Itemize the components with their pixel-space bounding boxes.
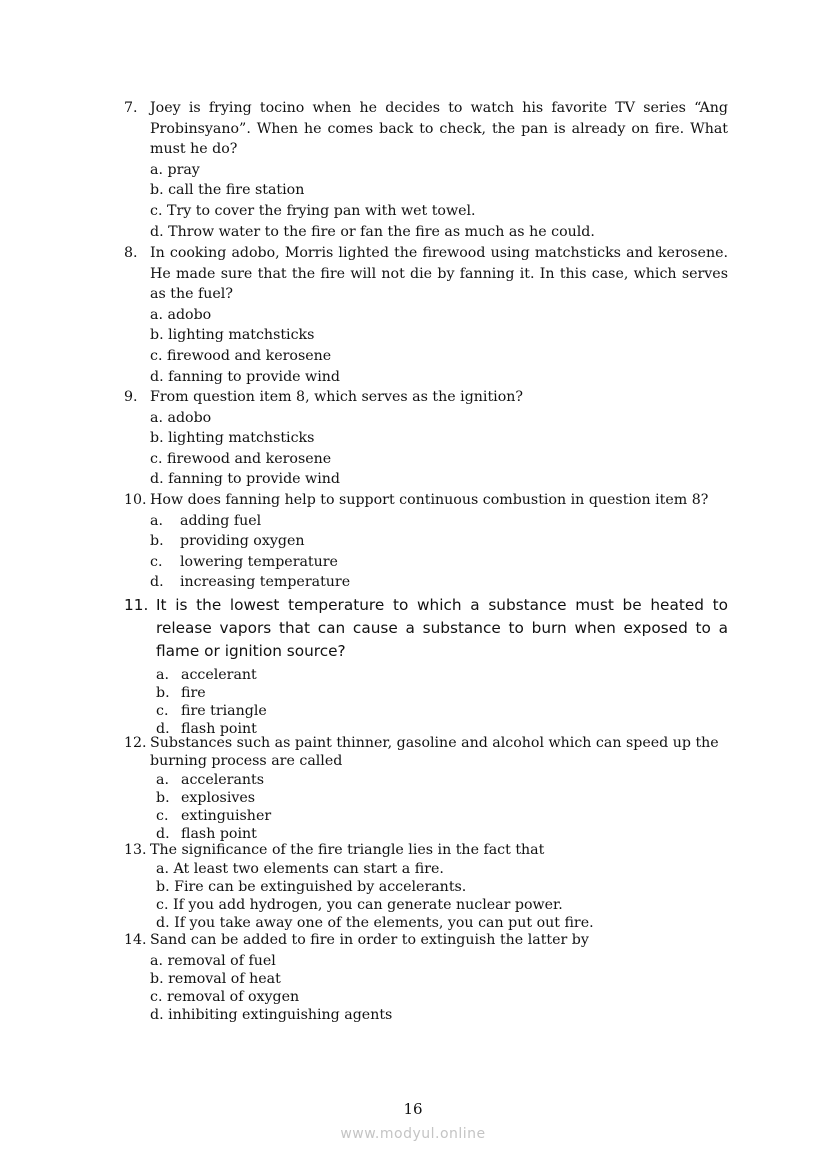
- option-a: a. removal of fuel: [150, 953, 276, 969]
- option-b: b. lighting matchsticks: [150, 327, 315, 344]
- option-c: c. extinguisher: [156, 807, 272, 824]
- watermark-text: www.modyul.online: [340, 1126, 486, 1142]
- option-d: d. inhibiting extinguishing agents: [150, 1007, 393, 1023]
- question-7: [124, 98, 728, 242]
- option-list: [156, 666, 728, 738]
- option-a: a. At least two elements can start a fire.: [156, 860, 444, 877]
- option-d: d. flash point: [156, 721, 257, 738]
- option-b: b. call the fire station: [150, 182, 305, 199]
- question-text: Joey is frying tocino when he decides to watch his favorite TV series “Ang Probinsyano”. When he comes back to check, the pan is already on fire. What must he do?: [150, 100, 728, 158]
- option-d: d. flash point: [156, 825, 257, 842]
- question-number: 7.: [124, 100, 138, 116]
- question-13: [124, 842, 728, 932]
- option-d: d. increasing temperature: [150, 574, 351, 591]
- option-a: a. accelerants: [156, 771, 265, 788]
- page-number: 16: [403, 1100, 423, 1118]
- question-text: In cooking adobo, Morris lighted the firewood using matchsticks and kerosene. He made sure that the fire will not die by fanning it. In this case, which serves as the fuel?: [150, 245, 728, 303]
- option-c: c. lowering temperature: [150, 553, 338, 570]
- question-14: [124, 931, 728, 1024]
- question-text: From question item 8, which serves as the ignition?: [150, 389, 523, 405]
- option-d: d. Throw water to the fire or fan the fire as much as he could.: [150, 223, 595, 240]
- question-number: 8.: [124, 245, 138, 261]
- question-number: 11.: [124, 596, 149, 614]
- question-number: 10.: [124, 492, 147, 508]
- option-c: c. firewood and kerosene: [150, 347, 332, 364]
- question-8: [124, 243, 728, 387]
- option-a: a. pray: [150, 161, 200, 178]
- option-c: c. If you add hydrogen, you can generate nuclear power.: [156, 896, 563, 913]
- question-text: How does fanning help to support continuous combustion in question item 8?: [150, 492, 709, 508]
- option-c: c. removal of oxygen: [150, 989, 300, 1005]
- option-c: c. firewood and kerosene: [150, 450, 332, 467]
- question-text: Substances such as paint thinner, gasoline and alcohol which can speed up the burning process are called: [150, 735, 719, 769]
- option-list: [150, 305, 728, 387]
- option-d: d. If you take away one of the elements, you can put out fire.: [156, 914, 594, 931]
- option-list: [156, 771, 728, 843]
- option-a: a. adobo: [150, 409, 212, 426]
- question-10: [124, 490, 728, 593]
- option-b: b. Fire can be extinguished by accelerants.: [156, 878, 467, 895]
- option-b: b. providing oxygen: [150, 533, 305, 550]
- option-b: b. lighting matchsticks: [150, 430, 315, 447]
- option-list: [150, 511, 728, 593]
- question-9: [124, 387, 728, 490]
- option-c: c. Try to cover the frying pan with wet towel.: [150, 202, 476, 219]
- question-text: It is the lowest temperature to which a substance must be heated to release vapors that can cause a substance to burn when exposed to a flame or ignition source?: [156, 596, 728, 660]
- option-d: d. fanning to provide wind: [150, 368, 340, 385]
- option-b: b. fire: [156, 685, 206, 702]
- question-number: 12.: [124, 735, 147, 751]
- question-12: [124, 735, 728, 843]
- question-number: 13.: [124, 842, 147, 858]
- question-text: Sand can be added to fire in order to extinguish the latter by: [150, 932, 589, 948]
- option-a: a. adobo: [150, 306, 212, 323]
- question-11: [124, 594, 728, 738]
- question-text: The significance of the fire triangle lies in the fact that: [150, 842, 545, 858]
- option-list: [150, 952, 728, 1024]
- option-b: b. removal of heat: [150, 971, 281, 987]
- option-list: [150, 408, 728, 490]
- option-list: [156, 860, 728, 932]
- option-c: c. fire triangle: [156, 703, 267, 720]
- option-a: a. accelerant: [156, 667, 257, 684]
- option-a: a. adding fuel: [150, 512, 262, 529]
- option-d: d. fanning to provide wind: [150, 471, 340, 488]
- option-b: b. explosives: [156, 789, 256, 806]
- option-list: [150, 160, 728, 242]
- question-number: 14.: [124, 932, 147, 948]
- question-number: 9.: [124, 389, 138, 405]
